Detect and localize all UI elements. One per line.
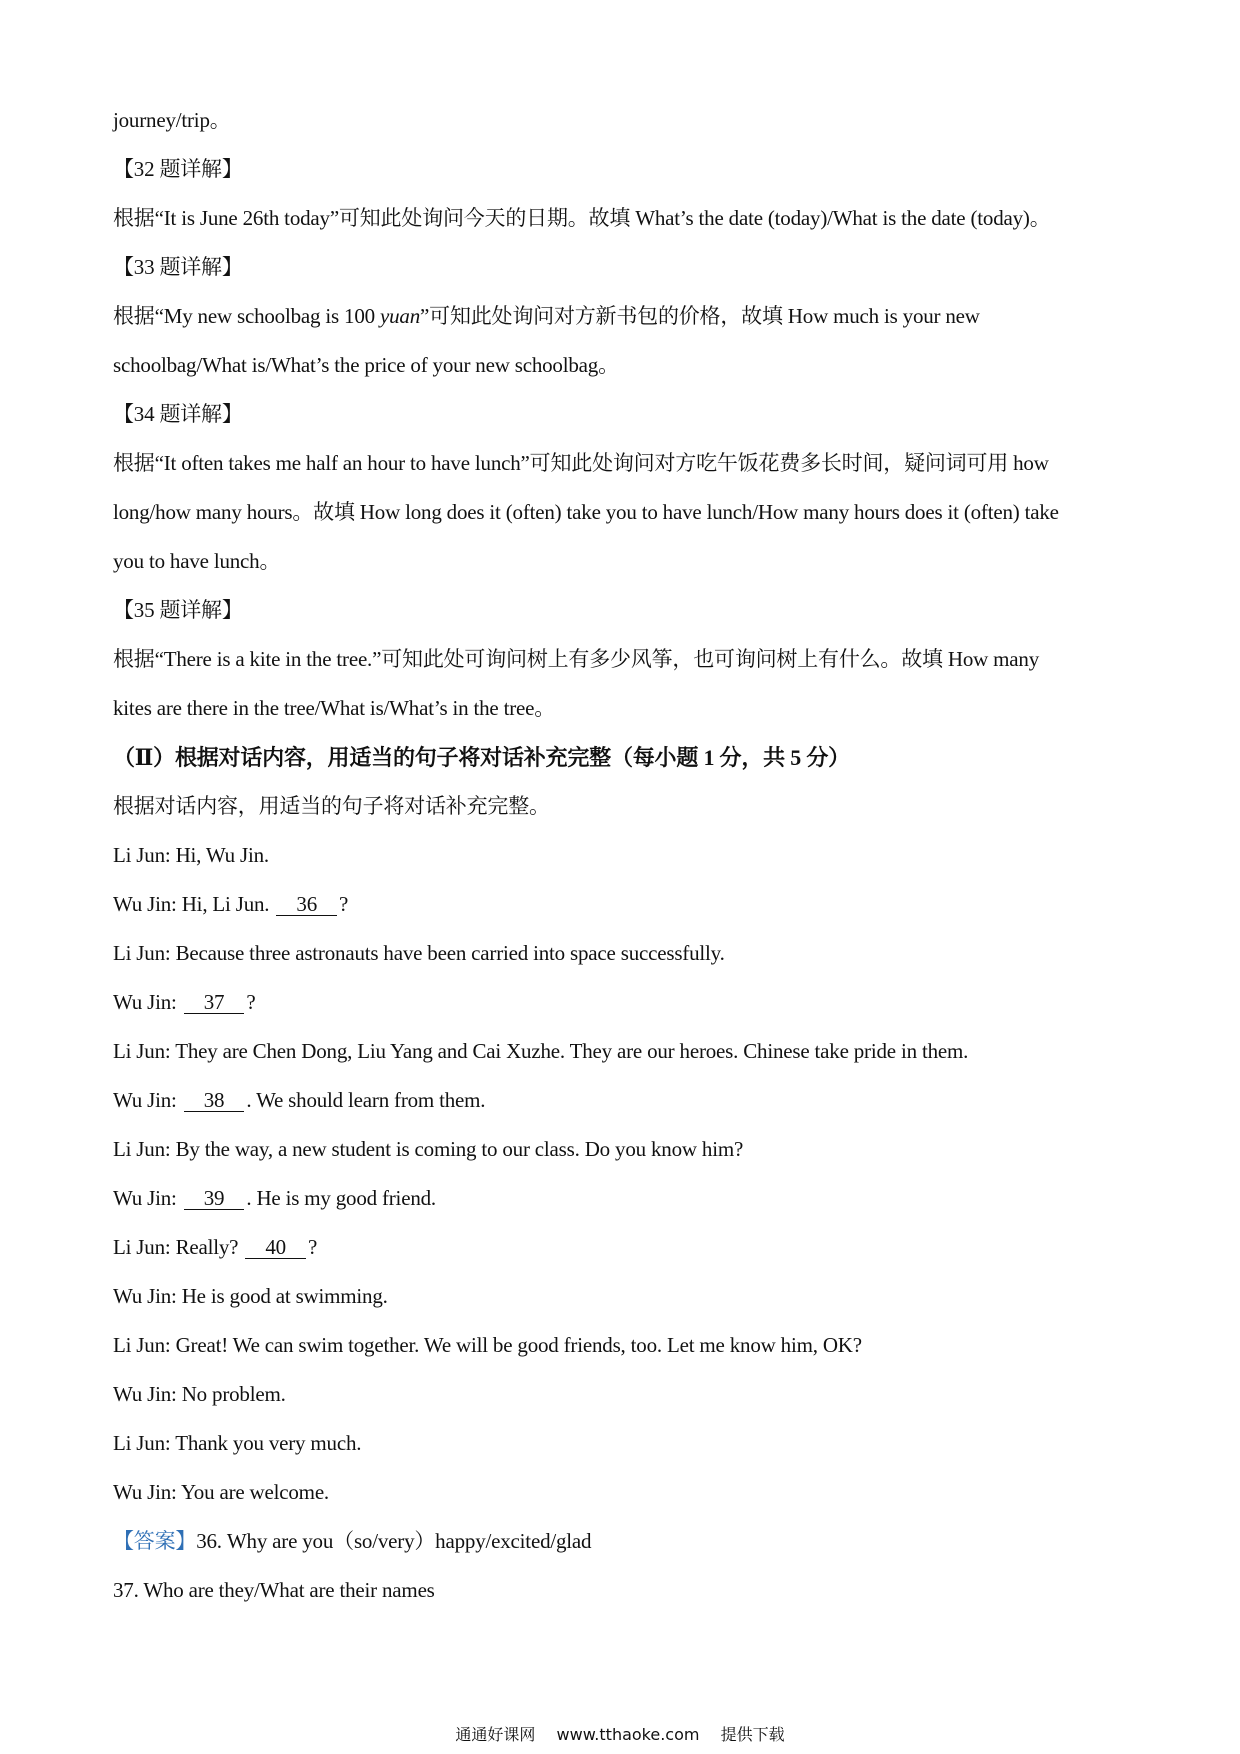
text-span: Wu Jin: xyxy=(113,1088,182,1112)
text-span: Wu Jin: Hi, Li Jun. xyxy=(113,892,275,916)
text-span: ”可知此处询问对方新书包的价格，故填 How much is your new xyxy=(420,304,980,328)
dialogue-line xyxy=(113,880,1133,929)
heading-q32: 【32 题详解】 xyxy=(113,157,243,181)
text-span: . We should learn from them. xyxy=(246,1088,486,1112)
text-span: ? xyxy=(339,892,349,916)
italic-word: yuan xyxy=(380,304,421,328)
heading-q33: 【33 题详解】 xyxy=(113,255,243,279)
blank-39: 39 xyxy=(184,1187,245,1210)
dialogue-line xyxy=(113,1076,1133,1125)
explanation-q33 xyxy=(113,292,1133,341)
section-instruction: 根据对话内容，用适当的句子将对话补充完整。 xyxy=(113,794,550,818)
text-line: journey/trip。 xyxy=(113,108,231,132)
footer-url[interactable]: www.tthaoke.com xyxy=(556,1725,700,1744)
explanation-q32: 根据“It is June 26th today”可知此处询问今天的日期。故填 What’s the date (today)/What is the date (today)。 xyxy=(113,206,1051,230)
dialogue-line: Wu Jin: You are welcome. xyxy=(113,1480,329,1504)
dialogue-line: Li Jun: Thank you very much. xyxy=(113,1431,362,1455)
dialogue-line: Li Jun: Hi, Wu Jin. xyxy=(113,843,269,867)
answer-37: 37. Who are they/What are their names xyxy=(113,1578,435,1602)
explanation-q35: 根据“There is a kite in the tree.”可知此处可询问树上有多少风筝，也可询问树上有什么。故填 How many xyxy=(113,647,1040,671)
explanation-q35-cont: kites are there in the tree/What is/What’s in the tree。 xyxy=(113,696,556,720)
dialogue-line xyxy=(113,1174,1133,1223)
explanation-q33-cont: schoolbag/What is/What’s the price of your new schoolbag。 xyxy=(113,353,619,377)
text-span: Wu Jin: xyxy=(113,1186,182,1210)
footer-note: 提供下载 xyxy=(720,1725,785,1744)
dialogue-line: Li Jun: Because three astronauts have been carried into space successfully. xyxy=(113,941,725,965)
dialogue-line: Li Jun: They are Chen Dong, Liu Yang and Cai Xuzhe. They are our heroes. Chinese take pride in them. xyxy=(113,1039,969,1063)
footer-site-name: 通通好课网 xyxy=(455,1725,536,1744)
text-span: Li Jun: Really? xyxy=(113,1235,244,1259)
blank-40: 40 xyxy=(245,1236,306,1259)
explanation-q34: 根据“It often takes me half an hour to have lunch”可知此处询问对方吃午饭花费多长时间，疑问词可用 how xyxy=(113,451,1049,475)
blank-37: 37 xyxy=(184,991,245,1014)
answer-tag: 【答案】 xyxy=(113,1529,197,1553)
dialogue-line xyxy=(113,1223,1133,1272)
dialogue-line: Wu Jin: He is good at swimming. xyxy=(113,1284,388,1308)
answer-36: 36. Why are you（so/very）happy/excited/glad xyxy=(196,1529,592,1553)
explanation-q34-cont: long/how many hours。故填 How long does it (often) take you to have lunch/How many hours does it (often) take xyxy=(113,500,1059,524)
page-footer xyxy=(0,1722,1240,1745)
text-span: ? xyxy=(307,1235,318,1259)
document-page xyxy=(113,96,1133,1615)
text-span: 根据“My new schoolbag is 100 xyxy=(113,304,380,328)
explanation-q34-cont2: you to have lunch。 xyxy=(113,549,281,573)
text-span: Wu Jin: xyxy=(113,990,182,1014)
dialogue-line: Li Jun: By the way, a new student is coming to our class. Do you know him? xyxy=(113,1137,744,1161)
dialogue-line: Li Jun: Great! We can swim together. We will be good friends, too. Let me know him, OK? xyxy=(113,1333,862,1357)
answer-line-36 xyxy=(113,1517,1133,1566)
dialogue-line xyxy=(113,978,1133,1027)
dialogue-line: Wu Jin: No problem. xyxy=(113,1382,286,1406)
blank-38: 38 xyxy=(184,1089,245,1112)
text-span: . He is my good friend. xyxy=(246,1186,436,1210)
heading-q34: 【34 题详解】 xyxy=(113,402,243,426)
section-title: （Ⅱ）根据对话内容，用适当的句子将对话补充完整（每小题 1 分，共 5 分） xyxy=(113,745,850,770)
text-span: ? xyxy=(246,990,256,1014)
blank-36: 36 xyxy=(276,893,337,916)
heading-q35: 【35 题详解】 xyxy=(113,598,243,622)
